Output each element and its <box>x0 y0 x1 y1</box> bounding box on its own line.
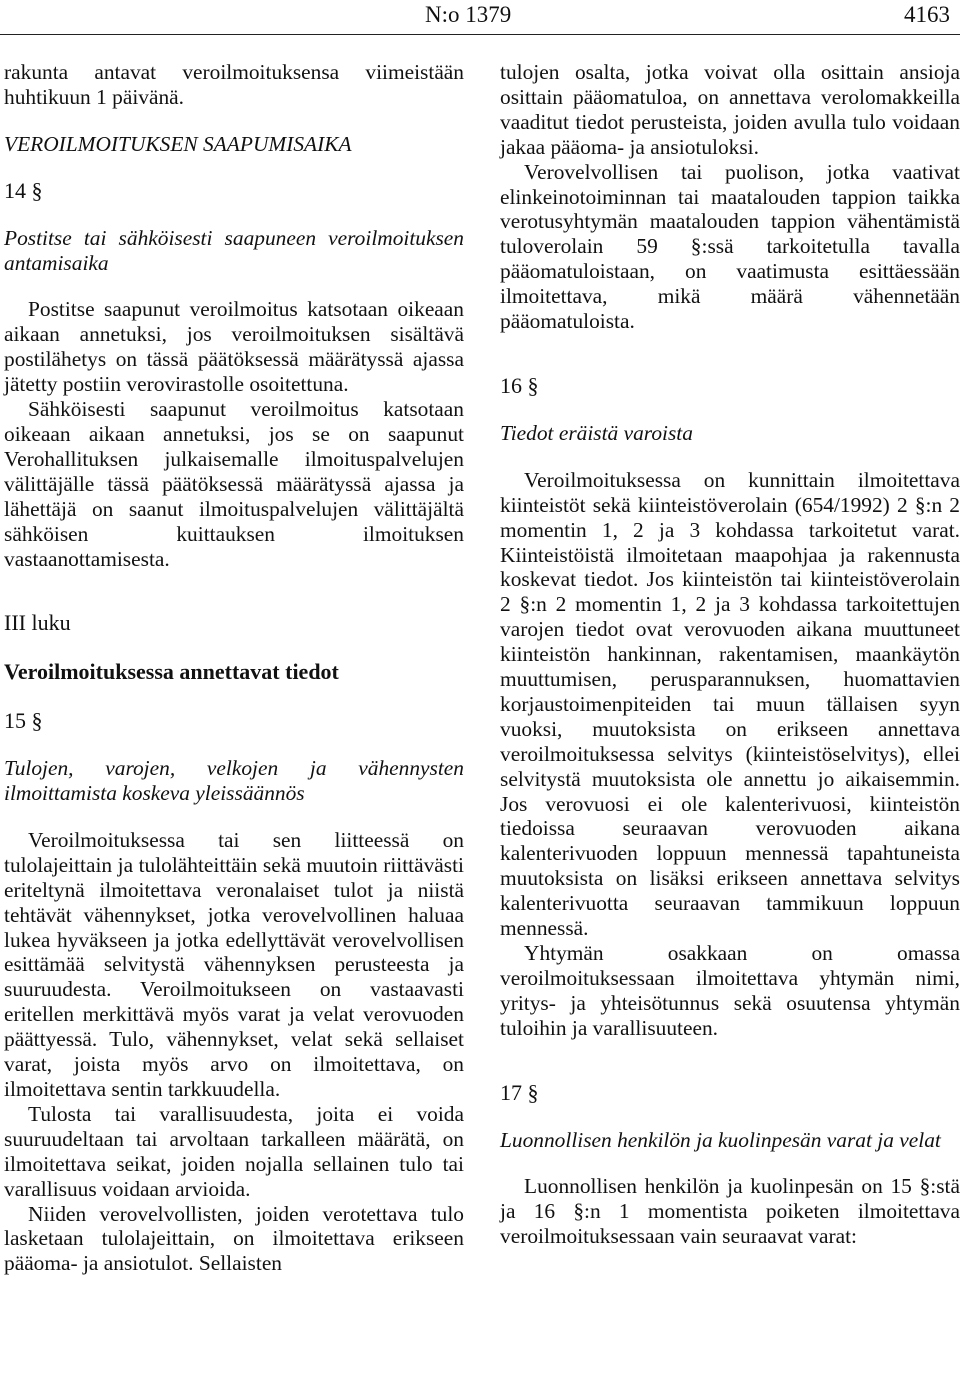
section-17-title: Luonnollisen henkilön ja kuolinpesän varat ja velat <box>500 1127 941 1152</box>
page-header <box>0 0 960 35</box>
loss-paragraph: Verovelvollisen tai puolison, jotka vaativat elinkeinotoiminnan tai maatalouden tappion taikka verotusyhtymän maatalouden tappion vähentämistä tuloverolain 59 §:ssä tarkoitetulla tavalla pääomatuloistaan, on vaatimusta esittäessään ilmoitettava, mikä määrä vähennetään pääomatuloista. <box>500 159 960 334</box>
intro-paragraph: rakunta antavat veroilmoituksensa viimeistään huhtikuun 1 päivänä. <box>4 60 464 109</box>
section-14-title: Postitse tai sähköisesti saapuneen veroilmoituksen antamisaika <box>4 225 464 275</box>
page-number: 4163 <box>904 2 950 27</box>
section-16-paragraph-1: Veroilmoituksessa on kunnittain ilmoitettava kiinteistöt sekä kiinteistöverolain (654/1992) 2 §:n 2 momentin 1, 2 ja 3 kohdassa tarkoitetut varat. Kiinteistöistä ilmoitetaan maapohjaa ja rakennusta koskevat tiedot. Jos kiinteistön tai kiinteistöverolain 2 §:n 2 momentin 1, 2 ja 3 kohdassa tarkoitettujen varojen tiedot ovat verovuoden aikana muuttuneet kiinteistön hankinnan, rakentamisen, maankäytön muuttumisen, perusparannuksen, huomattavien korjaustoimenpiteiden tai muun tällaisen syyn vuoksi, muutoksista on erikseen annettava veroilmoituksessa selvitys (kiinteistöselvitys), ellei selvitystä muutoksista ole annettu jo aikaisemmin. Jos verovuosi ei ole kalenterivuosi, kiinteistön tiedoissa seuraavan verovuoden aikana kalenterivuoden loppuun mennessä tapahtuneista muutoksista on lisäksi erikseen annettava selvitys kalenterivuotta seuraavan tammikuun loppuun mennessä. <box>500 467 960 941</box>
section-14-paragraph-2: Sähköisesti saapunut veroilmoitus katsotaan oikeaan aikaan annetuksi, jos se on saapunut Verohallituksen julkaisemalle ilmoituspalvelujen välittäjälle tässä päätöksessä määrätyssä ajassa ja lähettäjä on saanut ilmoituspalvelujen välittäjältä sähköisen kuittauksen ilmoituksen vastaanottamisesta. <box>4 397 464 571</box>
chapter-number: III luku <box>4 610 71 636</box>
right-column <box>500 60 960 1249</box>
chapter-title: Veroilmoituksessa annettavat tiedot <box>4 659 339 685</box>
section-17-number: 17 § <box>500 1079 539 1105</box>
section-15-paragraph-2: Tulosta tai varallisuudesta, joita ei voida suuruudeltaan tai arvoltaan tarkalleen määrätä, on ilmoitettava seikat, joiden nojalla sellainen tulo tai varallisuus voidaan arvioida. <box>4 1101 464 1201</box>
section-15-paragraph-1: Veroilmoituksessa tai sen liitteessä on tulolajeittain ja tulolähteittäin sekä muutoin riittävästi eriteltynä ilmoitettava veronalaiset tulot ja niistä tehtävät vähennykset, jotka verovelvollinen haluaa lukea hyväkseen ja jotka edellyttävät verovelvollisen esittämää selvitystä vähennyksen perusteesta ja suuruudesta. Veroilmoitukseen on vastaavasti eritellen merkittävä myös varat ja velat verovuoden päättyessä. Tulo, vähennykset, velat sekä sellaiset varat, joista myös arvo on ilmoitettava, on ilmoitettava sentin tarkkuudella. <box>4 827 464 1101</box>
section-15-number: 15 § <box>4 708 43 734</box>
section-17-paragraph-1: Luonnollisen henkilön ja kuolinpesän on 15 §:stä ja 16 §:n 1 momentista poiketen ilmoitettava veroilmoituksessaan vain seuraavat varat: <box>500 1174 960 1249</box>
continued-paragraph: tulojen osalta, jotka voivat olla osittain ansioja osittain pääomatuloa, on annettava verolomakkeilla vaaditut tiedot perusteista, joiden avulla tulo voidaan jakaa pääoma- ja ansiotuloksi. <box>500 60 960 159</box>
section-15-title: Tulojen, varojen, velkojen ja vähennysten ilmoittamista koskeva yleissäännös <box>4 756 464 806</box>
section-16-number: 16 § <box>500 372 539 398</box>
section-14-number: 14 § <box>4 177 43 203</box>
issue-number: N:o 1379 <box>425 2 512 27</box>
section-14-paragraph-1: Postitse saapunut veroilmoitus katsotaan oikeaan aikaan annetuksi, jos veroilmoituksen sisältävä postilähetys on tässä päätöksessä määrätyssä ajassa jätetty postiin verovirastolle osoitettuna. <box>4 297 464 397</box>
section-16-paragraph-2: Yhtymän osakkaan on omassa veroilmoituksessaan ilmoitettava yhtymän nimi, yritys- ja yhteisötunnus sekä osuutensa yhtymän tuloihin ja varallisuuteen. <box>500 941 960 1040</box>
section-16-title: Tiedot eräistä varoista <box>500 420 693 445</box>
left-column <box>4 60 464 1276</box>
section-15-paragraph-3: Niiden verovelvollisten, joiden verotettava tulo lasketaan tulolajeittain, on ilmoitettava erikseen pääoma- ja ansiotulot. Sellaisten <box>4 1201 464 1276</box>
main-heading: VEROILMOITUKSEN SAAPUMISAIKA <box>4 131 352 156</box>
